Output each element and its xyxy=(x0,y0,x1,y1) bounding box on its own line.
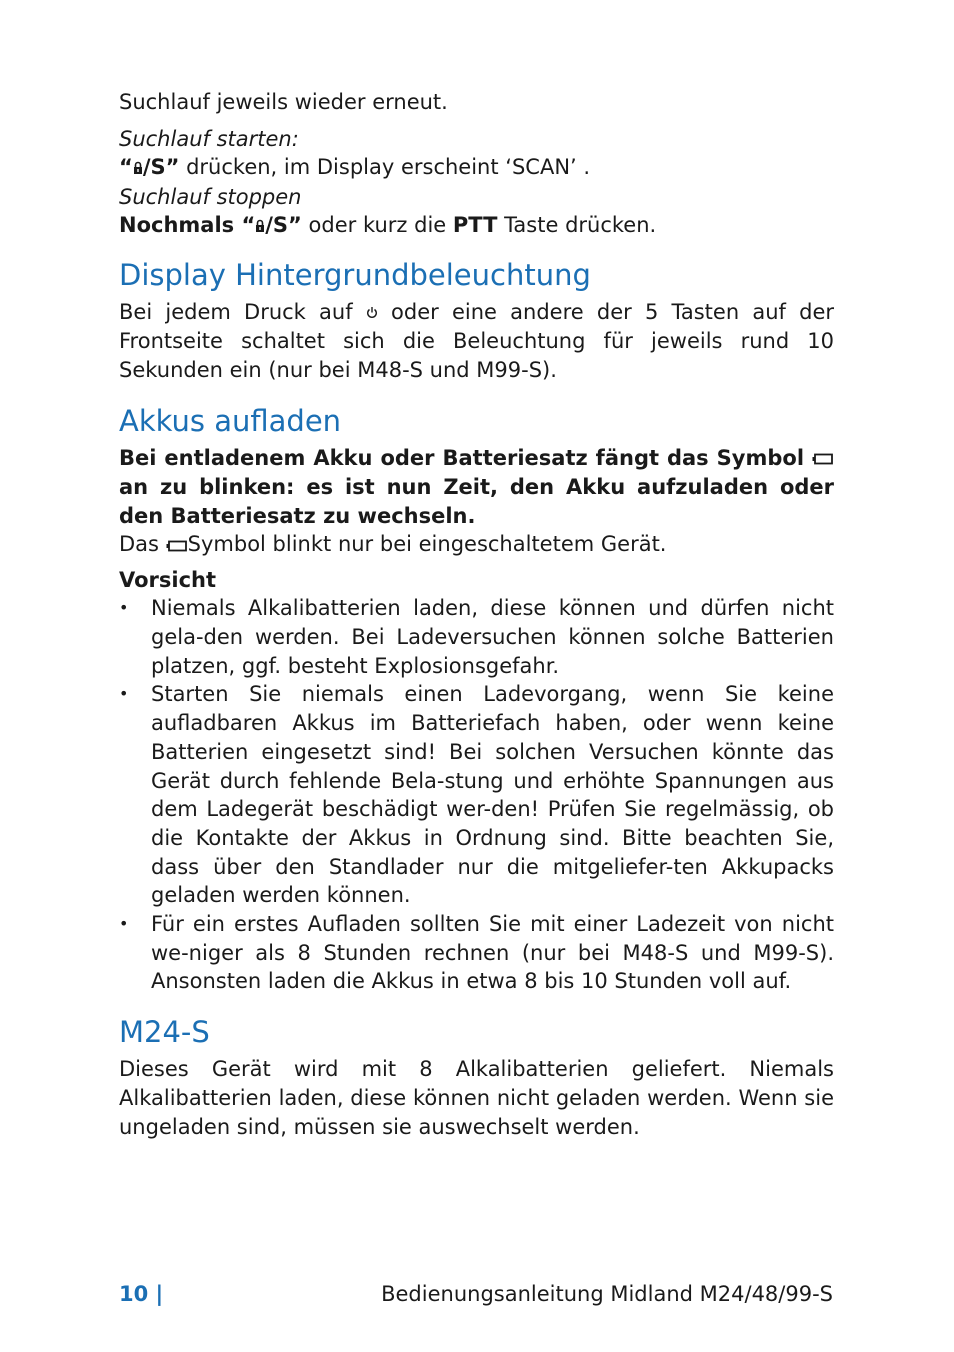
backlight-text-a: Bei jedem Druck auf xyxy=(119,299,366,324)
heading-charging: Akkus aufladen xyxy=(119,403,342,438)
page-footer xyxy=(119,1282,833,1314)
scan-key-open: “ xyxy=(119,155,133,180)
ptt-key: PTT xyxy=(452,213,498,238)
heading-m24s: M24-S xyxy=(119,1015,210,1050)
list-item xyxy=(119,594,834,680)
bullet-marker: • xyxy=(119,598,129,618)
backlight-text-b: oder eine andere der 5 Tasten auf der Frontseite schaltet sich die Beleuchtung für jeweils rund 10 Sekunden ein (nur bei M48-S und M99-S). xyxy=(119,299,834,382)
battery-icon xyxy=(812,444,834,473)
page-content xyxy=(119,88,834,1141)
heading-display-backlight: Display Hintergrundbeleuchtung xyxy=(119,257,591,292)
bullet-marker: • xyxy=(119,914,129,934)
list-item xyxy=(119,680,834,910)
scan-stop-label: Suchlauf stoppen xyxy=(119,184,302,209)
warning-text-b: an zu blinken: es ist nun Zeit, den Akku aufzuladen oder den Batteriesatz zu wechseln. xyxy=(119,474,834,528)
caution-list xyxy=(119,594,834,996)
battery-icon xyxy=(166,531,188,560)
list-item-text: Für ein erstes Aufladen sollten Sie mit einer Ladezeit von nicht we-niger als 8 Stunden rechnen (nur bei M48-S und M99-S). Ansonsten laden die Akkus in etwa 8 bis 10 Stunden voll auf. xyxy=(151,912,834,994)
bullet-marker: • xyxy=(119,684,129,704)
list-item-text: Starten Sie niemals einen Ladevorgang, wenn Sie keine aufladbaren Akkus im Batteriefach haben, oder wenn keine Batterien eingesetzt sind! Bei solchen Versuchen könnte das Gerät durch fehlende Bela-stung und erhöhte Spannungen aus dem Ladegerät beschädigt wer-den! Prüfen Sie regelmässig, ob die Kontakte der Akkus in Ordnung sind. Bitte beachten Sie, dass über den Standlader nur die mitgeliefer-ten Akkupacks geladen werden können. xyxy=(151,682,834,908)
list-item-text: Niemals Alkalibatterien laden, diese können und dürfen nicht gela-den werden. Bei Ladeversuchen können solche Batterien platzen, ggf. besteht Explosionsgefahr. xyxy=(151,596,834,678)
scan-stop-instruction xyxy=(119,211,834,240)
power-icon xyxy=(366,298,378,327)
stop-key-close: /S” xyxy=(265,213,302,238)
stop-key-open: Nochmals “ xyxy=(119,213,256,238)
stop-end-text: Taste drücken. xyxy=(497,213,657,238)
scan-start-label: Suchlauf starten: xyxy=(119,126,299,151)
lock-icon xyxy=(255,212,265,241)
m24s-text: Dieses Gerät wird mit 8 Alkalibatterien geliefert. Niemals Alkalibatterien laden, diese können nicht geladen werden. Wenn sie ungeladen sind, müssen sie auswechselt werden. xyxy=(119,1057,834,1139)
scan-start-text: drücken, im Display erscheint ‘SCAN’ . xyxy=(179,155,591,180)
warning-text-a: Bei entladenem Akku oder Batteriesatz fängt das Symbol xyxy=(119,445,812,470)
caution-label: Vorsicht xyxy=(119,567,217,592)
scan-start-instruction xyxy=(119,153,834,182)
note-text-b: Symbol blinkt nur bei eingeschaltetem Gerät. xyxy=(187,532,667,557)
low-battery-warning xyxy=(119,444,834,531)
manual-title: Bedienungsanleitung Midland M24/48/99-S xyxy=(381,1282,833,1306)
scan-key-close: /S” xyxy=(142,155,180,180)
list-item xyxy=(119,910,834,996)
battery-symbol-note xyxy=(119,530,834,559)
page-number: 10 | xyxy=(119,1282,164,1306)
intro-line: Suchlauf jeweils wieder erneut. xyxy=(119,90,448,114)
lock-icon xyxy=(133,154,143,183)
display-backlight-text xyxy=(119,298,834,385)
note-text-a: Das xyxy=(119,532,166,557)
stop-mid-text: oder kurz die xyxy=(301,213,453,238)
